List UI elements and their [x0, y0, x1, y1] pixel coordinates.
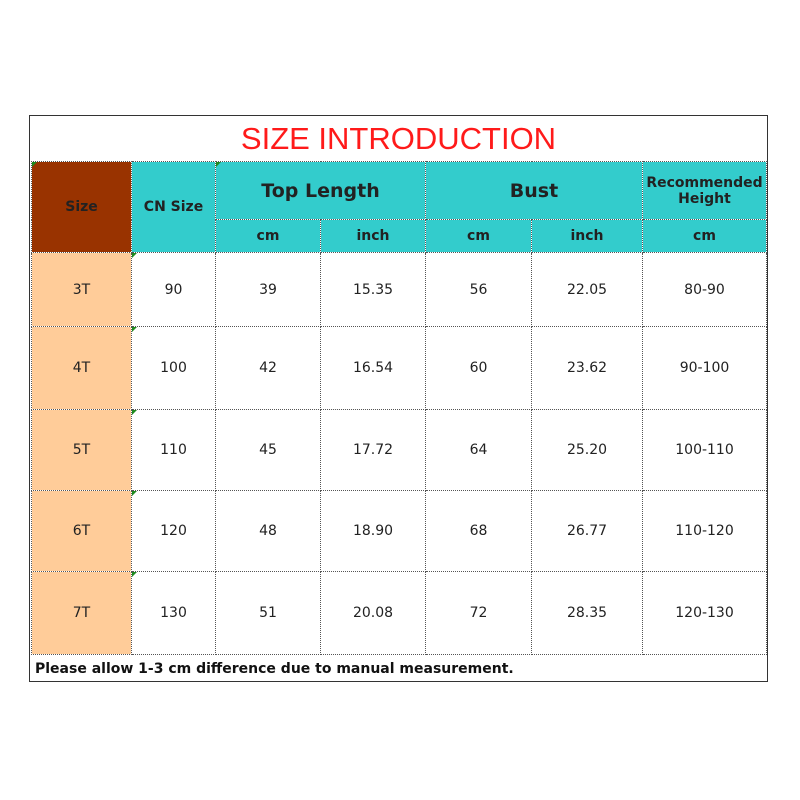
subheader-height-cm: cm	[643, 220, 767, 253]
subheader-top-inch: inch	[321, 220, 426, 253]
header-recommended-height: Recommended Height	[643, 162, 767, 220]
height-cm-cell: 120-130	[643, 572, 767, 655]
header-size: Size	[32, 162, 132, 253]
size-cell: 4T	[32, 327, 132, 410]
cn-size-cell: 110	[132, 410, 216, 491]
chart-title: SIZE INTRODUCTION	[240, 121, 557, 156]
top-inch-cell: 15.35	[321, 253, 426, 327]
cn-size-cell: 90	[132, 253, 216, 327]
size-cell: 5T	[32, 410, 132, 491]
height-cm-cell: 100-110	[643, 410, 767, 491]
bust-cm-cell: 68	[426, 491, 532, 572]
size-cell: 3T	[32, 253, 132, 327]
header-cn-size: CN Size	[132, 162, 216, 253]
top-inch-cell: 20.08	[321, 572, 426, 655]
height-cm-cell: 80-90	[643, 253, 767, 327]
bust-inch-cell: 23.62	[532, 327, 643, 410]
cn-size-cell: 130	[132, 572, 216, 655]
header-top-length: Top Length	[216, 162, 426, 220]
bust-cm-cell: 64	[426, 410, 532, 491]
top-cm-cell: 48	[216, 491, 321, 572]
table-row	[32, 253, 767, 327]
size-table	[31, 161, 767, 655]
height-cm-cell: 110-120	[643, 491, 767, 572]
cn-size-cell: 120	[132, 491, 216, 572]
top-inch-cell: 18.90	[321, 491, 426, 572]
header-bust: Bust	[426, 162, 643, 220]
top-cm-cell: 45	[216, 410, 321, 491]
size-chart	[29, 115, 768, 682]
top-cm-cell: 51	[216, 572, 321, 655]
bust-cm-cell: 72	[426, 572, 532, 655]
top-cm-cell: 39	[216, 253, 321, 327]
bust-inch-cell: 28.35	[532, 572, 643, 655]
table-row	[32, 491, 767, 572]
top-cm-cell: 42	[216, 327, 321, 410]
measurement-note: Please allow 1-3 cm difference due to manual measurement.	[35, 661, 514, 677]
table-row	[32, 572, 767, 655]
top-inch-cell: 17.72	[321, 410, 426, 491]
subheader-top-cm: cm	[216, 220, 321, 253]
table-row	[32, 410, 767, 491]
subheader-bust-inch: inch	[532, 220, 643, 253]
bust-inch-cell: 25.20	[532, 410, 643, 491]
size-cell: 7T	[32, 572, 132, 655]
table-row	[32, 327, 767, 410]
bust-inch-cell: 26.77	[532, 491, 643, 572]
top-inch-cell: 16.54	[321, 327, 426, 410]
cn-size-cell: 100	[132, 327, 216, 410]
height-cm-cell: 90-100	[643, 327, 767, 410]
subheader-bust-cm: cm	[426, 220, 532, 253]
bust-cm-cell: 56	[426, 253, 532, 327]
bust-cm-cell: 60	[426, 327, 532, 410]
bust-inch-cell: 22.05	[532, 253, 643, 327]
size-cell: 6T	[32, 491, 132, 572]
